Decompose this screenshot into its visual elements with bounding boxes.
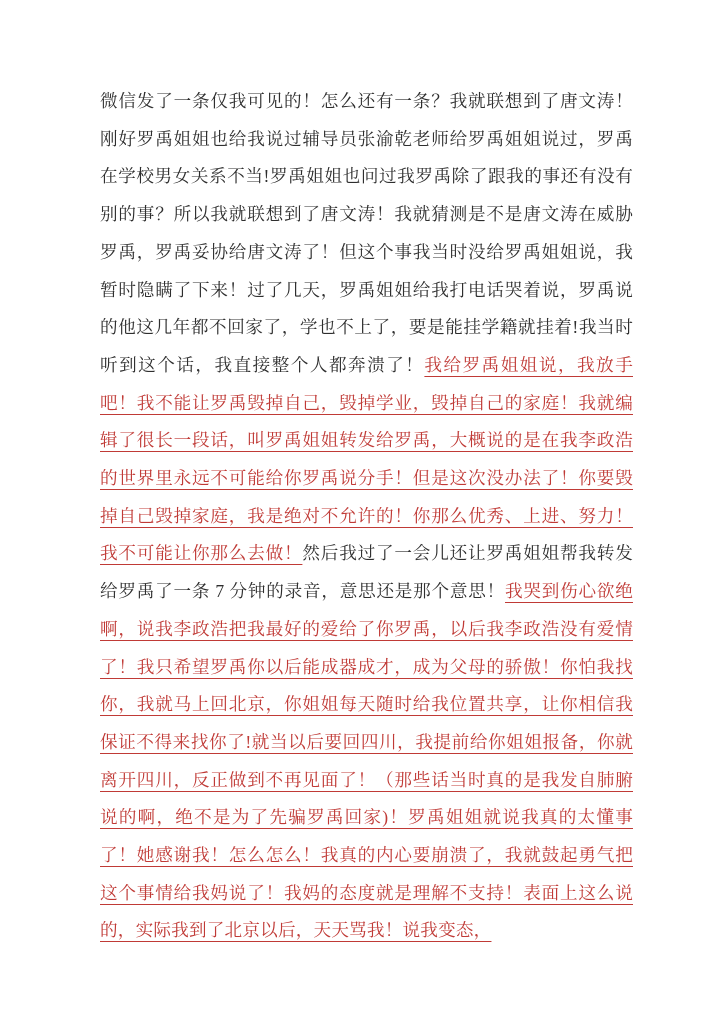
document-paragraph: [100, 83, 633, 950]
text-run-normal: 然后我过了一会儿还让罗禹姐姐帮我转发给罗禹了一条 7 分钟的录音，意思还是那个意思！: [100, 543, 633, 602]
text-run-normal: 微信发了一条仅我可见的！怎么还有一条？我就联想到了唐文涛！刚好罗禹姐姐也给我说过辅导员张渝乾老师给罗禹姐姐说过，罗禹在学校男女关系不当!罗禹姐姐也问过我罗禹除了跟我的事还有没有别的事？所以我就联想到了唐文涛！我就猜测是不是唐文涛在威胁罗禹，罗禹妥协给唐文涛了！但这个事我当时没给罗禹姐姐说，我暂时隐瞒了下来！过了几天，罗禹姐姐给我打电话哭着说，罗禹说的他这几年都不回家了，学也不上了，要是能挂学籍就挂着!我当时听到这个话，我直接整个人都奔溃了！: [100, 91, 633, 375]
text-run-red-underline: 我给罗禹姐姐说，我放手吧！我不能让罗禹毁掉自己，毁掉学业，毁掉自己的家庭！我就编辑了很长一段话，叫罗禹姐姐转发给罗禹，大概说的是在我李政浩的世界里永远不可能给你罗禹说分手！但是这次没办法了！你要毁掉自己毁掉家庭，我是绝对不允许的！你那么优秀、上进、努力！我不可能让你那么去做！: [100, 354, 633, 564]
text-run-red-underline: 我哭到伤心欲绝啊，说我李政浩把我最好的爱给了你罗禹，以后我李政浩没有爱情了！我只希望罗禹你以后能成器成才，成为父母的骄傲！你怕我找你，我就马上回北京，你姐姐每天随时给我位置共享，让你相信我保证不得来找你了!就当以后要回四川，我提前给你姐姐报备，你就离开四川，反正做到不再见面了！（那些话当时真的是我发自肺腑说的啊，绝不是为了先骗罗禹回家)！罗禹姐姐就说我真的太懂事了！她感谢我！怎么怎么！我真的内心要崩溃了，我就鼓起勇气把这个事情给我妈说了！我妈的态度就是理解不支持！表面上这么说的，实际我到了北京以后，天天骂我！说我变态，: [100, 581, 633, 941]
